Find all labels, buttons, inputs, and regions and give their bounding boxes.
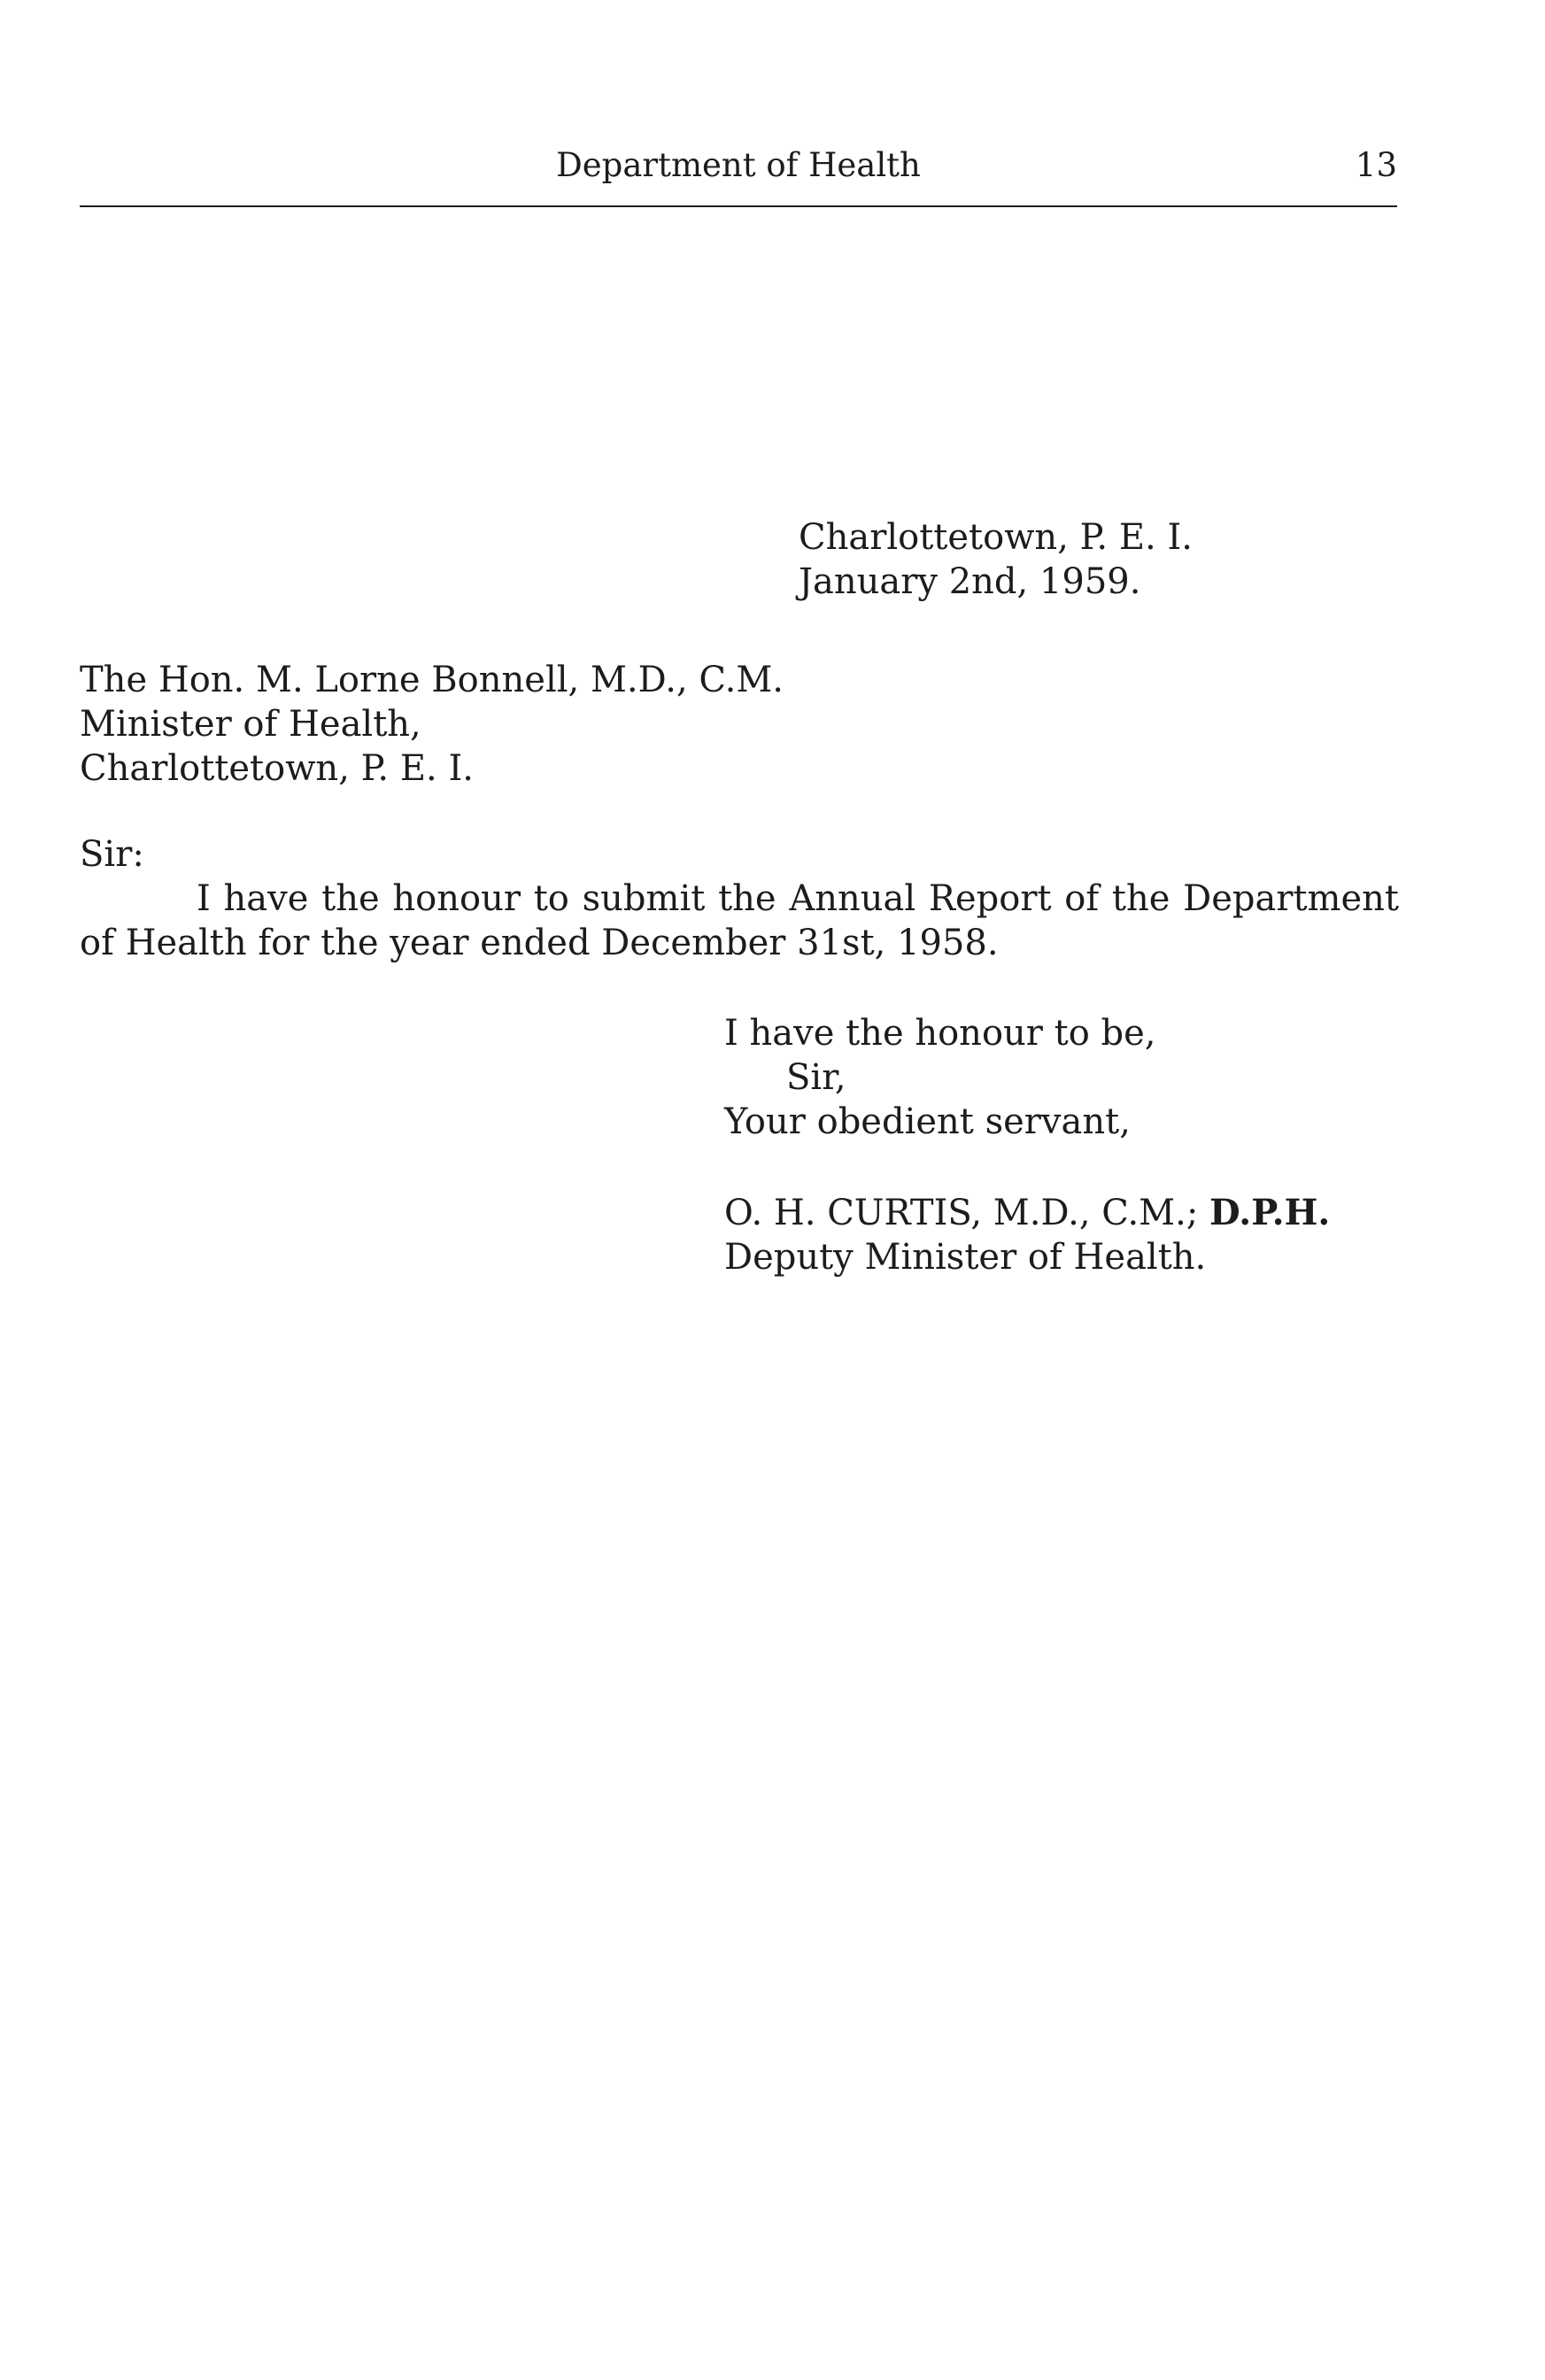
complimentary-close	[724, 1011, 1155, 1144]
dateline	[799, 515, 1193, 604]
signatory-degree: D.P.H.	[1209, 1192, 1331, 1233]
recipient-city: Charlottetown, P. E. I.	[80, 748, 474, 789]
running-head-title: Department of Health	[556, 146, 921, 184]
signatory-name: O. H. CURTIS, M.D., C.M.;	[724, 1193, 1199, 1233]
signatory-title: Deputy Minister of Health.	[724, 1237, 1207, 1278]
closing-line-3: Your obedient servant,	[724, 1101, 1131, 1142]
dateline-place: Charlottetown, P. E. I.	[799, 517, 1193, 558]
recipient-name: The Hon. M. Lorne Bonnell, M.D., C.M.	[80, 660, 784, 700]
page-header	[80, 146, 1397, 202]
page-number: 13	[1355, 146, 1397, 184]
header-rule	[80, 205, 1397, 207]
signature-block	[724, 1191, 1330, 1279]
closing-line-2: Sir,	[786, 1057, 846, 1098]
salutation: Sir:	[80, 834, 144, 875]
dateline-date: January 2nd, 1959.	[799, 561, 1141, 602]
recipient-address	[80, 658, 784, 791]
letter-body: I have the honour to submit the Annual Report of the Department of Health for the year ended December 31st, 1958.	[80, 878, 1399, 963]
closing-line-1: I have the honour to be,	[724, 1013, 1156, 1054]
recipient-title: Minister of Health,	[80, 704, 421, 745]
